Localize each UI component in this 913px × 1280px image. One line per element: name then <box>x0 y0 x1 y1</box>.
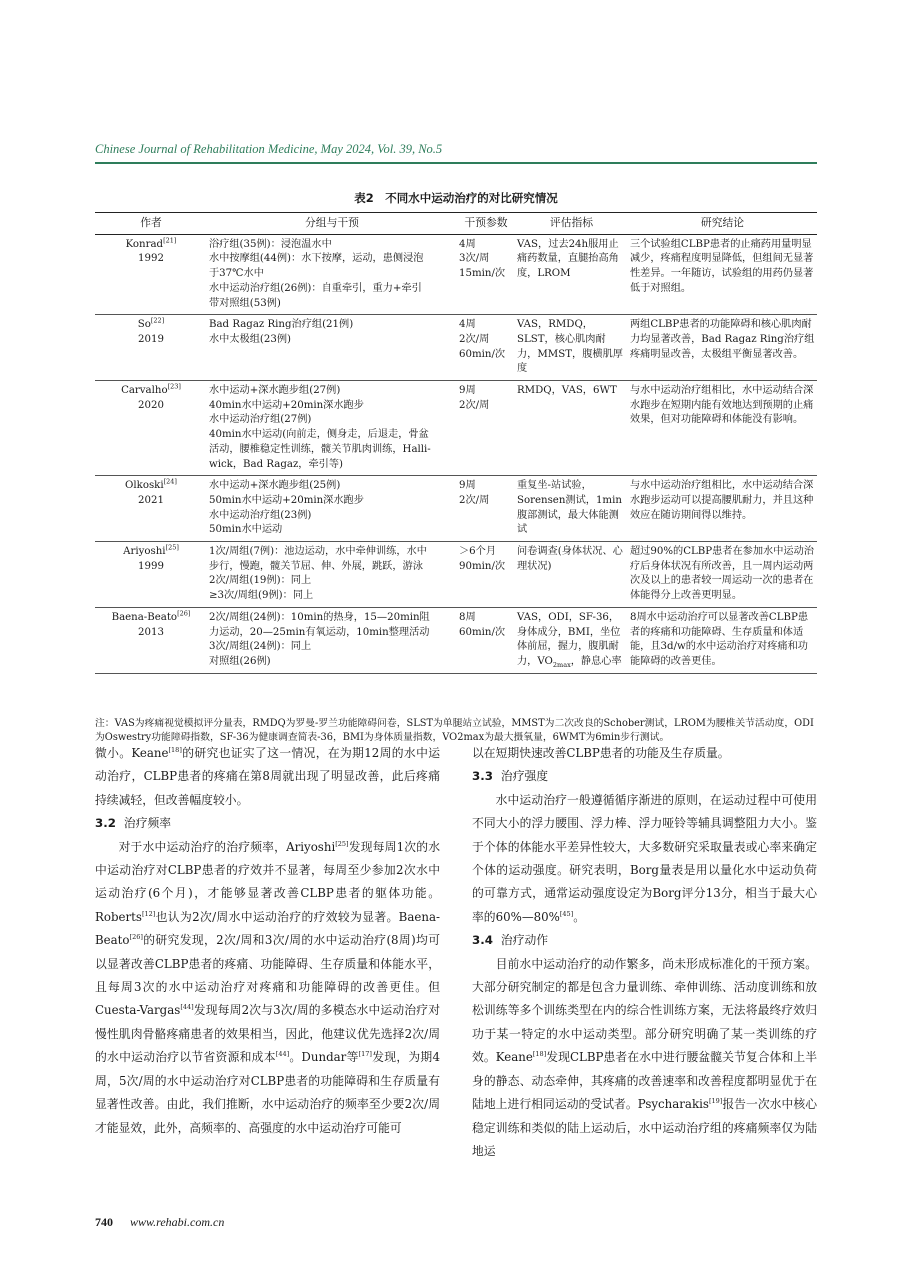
footer-website: www.rehabi.com.cn <box>130 1215 225 1229</box>
col-header-measures: 评估指标 <box>515 213 628 235</box>
conclusion-cell: 两组CLBP患者的功能障碍和核心肌肉耐力均显著改善，Bad Ragaz Ring治疗组疼痛明显改善，太极组平衡显著改善。 <box>628 315 817 381</box>
citation: [21] <box>163 236 177 245</box>
citation: [25] <box>165 543 179 552</box>
body-column-right <box>472 742 817 1163</box>
group-line: 1次/周组(7例)：池边运动，水中牵伸训练，水中 <box>209 546 427 558</box>
col-header-author: 作者 <box>95 213 207 235</box>
group-line: 水中太极组(23例) <box>209 333 292 345</box>
param-line: 8周 <box>459 611 476 623</box>
group-line: 步行，慢跑，髋关节屈、伸、外展，跳跃，游泳 <box>209 560 423 572</box>
group-line: 2次/周组(24例)：10min的热身，15—20min阻 <box>209 611 430 623</box>
paragraph: 以在短期快速改善CLBP患者的功能及生存质量。 <box>472 746 730 760</box>
params-cell <box>457 381 515 476</box>
group-line: 活动，腰椎稳定性训练，髋关节肌肉训练，Halli- <box>209 443 431 455</box>
citation: [18] <box>168 746 182 755</box>
year: 2019 <box>138 333 164 345</box>
param-line: 60min/次 <box>459 348 506 360</box>
params-cell <box>457 542 515 608</box>
group-line: 对照组(26例) <box>209 655 271 667</box>
conclusion-cell: 三个试验组CLBP患者的止痛药用量明显减少，疼痛程度明显降低，但组间无显著性差异。一年随访，试验组的用药仍显著低于对照组。 <box>628 234 817 315</box>
param-line: 90min/次 <box>459 560 506 572</box>
body-column-left <box>95 742 440 1140</box>
param-line: 2次/周 <box>459 333 490 345</box>
author-cell <box>95 476 207 542</box>
group-line: 50min水中运动 <box>209 524 283 536</box>
conclusion-cell: 与水中运动治疗组相比，水中运动结合深水跑步在短期内能有效地达到预期的止痛效果，但对功能障碍和体能没有影响。 <box>628 381 817 476</box>
param-line: 9周 <box>459 385 476 397</box>
param-line: 4周 <box>459 319 476 331</box>
author-name: Baena-Beato <box>111 611 178 623</box>
author-name: Carvalho <box>121 385 168 397</box>
table-row <box>95 607 817 673</box>
groups-cell <box>207 607 457 673</box>
measures-cell: 问卷调查(身体状况、心理状况) <box>515 542 628 608</box>
groups-cell <box>207 315 457 381</box>
year: 1992 <box>138 253 164 265</box>
params-cell <box>457 476 515 542</box>
measures-cell: VAS，RMDQ，SLST，核心肌肉耐力，MMST，腹横肌厚度 <box>515 315 628 381</box>
table-header-row <box>95 213 817 235</box>
paragraph: 目前水中运动治疗的动作繁多，尚未形成标准化的干预方案。大部分研究制定的都是包含力量训练、牵伸训练、活动度训练和放松训练等多个训练类型在内的综合性训练方案，无法将最终疗效归功于某一特定的水中运动类型。部分研究明确了某一类训练的疗效。Keane[18]发现CLBP患者在水中进行腰盆髋关节复合体和上半身的静态、动态牵伸，其疼痛的改善速率和改善程度都明显优于在陆地上进行相同运动的受试者。Psycharakis[19]报告一次水中核心稳定训练和类似的陆上运动后，水中运动治疗组的疼痛频率仅为陆地运 <box>472 956 818 1158</box>
group-line: 水中运动治疗组(26例)：自重牵引，重力+牵引 <box>209 282 422 294</box>
paragraph: 水中运动治疗一般遵循循序渐进的原则，在运动过程中可使用不同大小的浮力腰围、浮力棒、浮力哑铃等辅具调整阻力大小。鉴于个体的体能水平差异性较大，大多数研究采取量表或心率来确定个体的运动强度。研究表明，Borg量表是用以量化水中运动负荷的可靠方式，通常运动强度设定为Borg评分13分，相当于最大心率的60%—80%[45]。 <box>472 792 817 924</box>
citation: [19] <box>708 1097 723 1106</box>
section-heading-3-3: 3.3 治疗强度 <box>472 769 549 784</box>
table-row <box>95 234 817 315</box>
year: 2013 <box>138 626 164 638</box>
header-rule <box>95 162 817 164</box>
author-name: Ariyoshi <box>123 546 166 558</box>
params-cell <box>457 607 515 673</box>
groups-cell <box>207 234 457 315</box>
citation: [17] <box>358 1050 372 1059</box>
citation: [26] <box>129 933 143 942</box>
col-header-params: 干预参数 <box>457 213 515 235</box>
author-name: Olkoski <box>125 480 164 492</box>
param-line: ＞6个月 <box>459 546 497 558</box>
col-header-conclusion: 研究结论 <box>628 213 817 235</box>
section-heading-3-4: 3.4 治疗动作 <box>472 933 549 948</box>
params-cell <box>457 315 515 381</box>
journal-header: Chinese Journal of Rehabilitation Medicine, May 2024, Vol. 39, No.5 <box>95 142 443 156</box>
paragraph: 微小。Keane[18]的研究也证实了这一情况，在为期12周的水中运动治疗，CLBP患者的疼痛在第8周就出现了明显改善，此后疼痛持续减轻，但改善幅度较小。 <box>95 746 441 807</box>
author-cell <box>95 234 207 315</box>
measures-cell: VAS，ODI，SF-36，身体成分，BMI，坐位体前屈，握力，腹肌耐力，$VO_{2max}$，静息心率 <box>515 607 628 673</box>
author-cell <box>95 315 207 381</box>
citation: [12] <box>141 909 156 918</box>
group-line: 水中运动+深水跑步组(25例) <box>209 480 341 492</box>
groups-cell <box>207 381 457 476</box>
year: 2021 <box>138 494 164 506</box>
citation: [44] <box>275 1050 290 1059</box>
citation: [24] <box>163 477 177 486</box>
citation: [26] <box>177 609 191 618</box>
page-number: 740 <box>95 1215 113 1229</box>
year: 1999 <box>138 560 164 572</box>
group-line: 2次/周组(19例)：同上 <box>209 575 312 587</box>
group-line: 水中运动治疗组(27例) <box>209 414 312 426</box>
group-line: 力运动，20—25min有氧运动，10min整理活动 <box>209 626 430 638</box>
page-footer <box>95 1215 224 1230</box>
col-header-groups: 分组与干预 <box>207 213 457 235</box>
conclusion-cell: 与水中运动治疗组相比，水中运动结合深水跑步运动可以提高腰肌耐力，并且这种效应在随访期间得以维持。 <box>628 476 817 542</box>
author-cell <box>95 381 207 476</box>
citation: [23] <box>167 382 181 391</box>
citation: [44] <box>180 1003 194 1012</box>
measures-cell: VAS，过去24h服用止痛药数量，直腿抬高角度，LROM <box>515 234 628 315</box>
section-heading-3-2: 3.2 治疗频率 <box>95 816 172 831</box>
param-line: 15min/次 <box>459 268 506 280</box>
conclusion-cell: 超过90%的CLBP患者在参加水中运动治疗后身体状况有所改善，且一周内运动两次及以上的患者较一周运动一次的患者在体能得分上改善更明显。 <box>628 542 817 608</box>
citation: [18] <box>532 1050 547 1059</box>
param-line: 2次/周 <box>459 399 490 411</box>
paragraph: 对于水中运动治疗的治疗频率，Ariyoshi[25]发现每周1次的水中运动治疗对CLBP患者的疗效并不显著，每周至少参加2次水中运动治疗(6个月)，才能够显著改善CLBP患者的躯体功能。Roberts[12]也认为2次/周水中运动治疗的疗效较为显著。Baena-Beato[26]的研究发现，2次/周和3次/周的水中运动治疗(8周)均可以显著改善CLBP患者的疼痛、功能障碍、生存质量和体能水平，且每周3次的水中运动治疗对疼痛和功能障碍的改善更佳。但Cuesta-Vargas[44]发现每周2次与3次/周的多模态水中运动治疗对慢性肌肉骨骼疼痛患者的效果相当，因此，他建议优先选择2次/周的水中运动治疗以节省资源和成本[44]。Dundar等[17]发现，为期4周，5次/周的水中运动治疗对CLBP患者的功能障碍和生存质量有显著性改善。由此，我们推断，水中运动治疗的频率至少要2次/周才能显效，此外，高频率的、高强度的水中运动治疗可能可 <box>95 839 441 1135</box>
group-line: 于37℃水中 <box>209 268 264 280</box>
table-title: 表2 不同水中运动治疗的对比研究情况 <box>354 191 558 205</box>
param-line: 9周 <box>459 480 476 492</box>
citation: [45] <box>559 909 574 918</box>
group-line: 水中运动+深水跑步组(27例) <box>209 385 341 397</box>
author-name: Konrad <box>125 238 164 250</box>
group-line: Bad Ragaz Ring治疗组(21例) <box>209 319 354 331</box>
conclusion-cell: 8周水中运动治疗可以显著改善CLBP患者的疼痛和功能障碍、生存质量和体适能，且3d/w的水中运动治疗对疼痛和功能障碍的改善更佳。 <box>628 607 817 673</box>
table-row <box>95 381 817 476</box>
group-line: 50min水中运动+20min深水跑步 <box>209 494 364 506</box>
author-name: So <box>137 319 151 331</box>
table-row <box>95 315 817 381</box>
comparison-table <box>95 212 817 674</box>
group-line: 40min水中运动+20min深水跑步 <box>209 399 364 411</box>
table-note: 注：VAS为疼痛视觉模拟评分量表，RMDQ为罗曼-罗兰功能障碍问卷，SLST为单腿站立试验，MMST为二次改良的Schober测试，LROM为腰椎关节活动度，ODI为Oswestry功能障碍指数，SF-36为健康调查简表-36，BMI为身体质量指数，VO2max为最大摄氧量，6WMT为6min步行测试。 <box>95 718 814 743</box>
measures-cell: 重复坐-站试验，Sorensen测试，1min腹部测试，最大体能测试 <box>515 476 628 542</box>
param-line: 60min/次 <box>459 626 506 638</box>
param-line: 3次/周 <box>459 253 490 265</box>
params-cell <box>457 234 515 315</box>
group-line: 水中按摩组(44例)：水下按摩，运动，患侧浸泡 <box>209 253 424 265</box>
group-line: ≥3次/周组(9例)：同上 <box>209 590 314 602</box>
author-cell <box>95 607 207 673</box>
param-line: 2次/周 <box>459 494 490 506</box>
group-line: 水中运动治疗组(23例) <box>209 509 312 521</box>
group-line: 3次/周组(24例)：同上 <box>209 641 312 653</box>
citation: [25] <box>335 839 349 848</box>
group-line: 浴疗组(35例)：浸泡温水中 <box>209 238 332 250</box>
table-row <box>95 542 817 608</box>
citation: [22] <box>150 316 165 325</box>
table-row <box>95 476 817 542</box>
group-line: wick，Bad Ragaz，牵引等) <box>209 458 344 470</box>
author-cell <box>95 542 207 608</box>
group-line: 40min水中运动(向前走，侧身走，后退走，骨盆 <box>209 429 429 441</box>
group-line: 带对照组(53例) <box>209 297 281 309</box>
groups-cell <box>207 542 457 608</box>
measures-cell: RMDQ，VAS，6WT <box>515 381 628 476</box>
param-line: 4周 <box>459 238 476 250</box>
groups-cell <box>207 476 457 542</box>
year: 2020 <box>138 399 164 411</box>
